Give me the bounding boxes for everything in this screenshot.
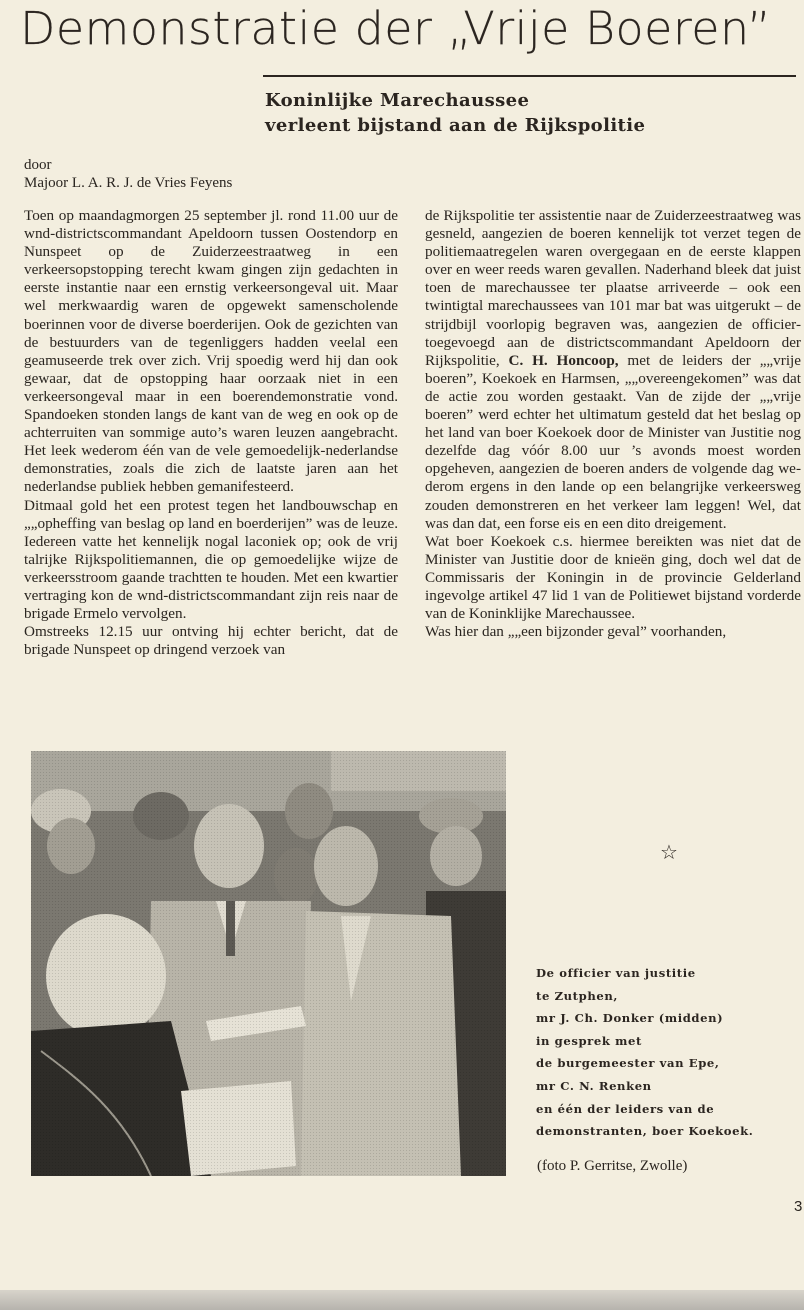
subtitle-line: Koninlijke Marechaussee bbox=[265, 90, 530, 111]
caption-line: De officier van justitie bbox=[536, 966, 696, 980]
byline bbox=[24, 156, 232, 192]
photo-crowd-illustration bbox=[31, 751, 506, 1176]
subtitle-line: verleent bijstand aan de Rijkspolitie bbox=[265, 115, 646, 136]
body-column-right bbox=[425, 207, 801, 641]
news-photo bbox=[31, 751, 506, 1176]
paragraph bbox=[425, 207, 801, 533]
title-divider bbox=[263, 75, 796, 77]
photo-caption bbox=[536, 962, 753, 1143]
person-name-bold: C. H. Honcoop, bbox=[508, 351, 619, 369]
paragraph: Ditmaal gold het een protest tegen het landbouwschap en „„opheffing van beslag op land en boerderijen” was de leuze. Iedereen vatte het kennelijk nogal laconiek op; ook de vrij talrijke Rijkspolitiemannen, die op gemoedelijke wijze de verkeersstroom gaande trachtten te houden. Met een kwartier vertraging kon de wnd-districtscommandant zijn reis naar de brigade Ermelo vervolgen. bbox=[24, 496, 398, 623]
caption-line: in gesprek met bbox=[536, 1033, 642, 1048]
paragraph: Was hier dan „„een bijzonder geval” voorhanden, bbox=[425, 623, 727, 641]
page-edge-shadow bbox=[0, 1290, 804, 1310]
author-name: Majoor L. A. R. J. de Vries Feyens bbox=[24, 175, 233, 191]
caption-line: de burgemeester van Epe, bbox=[536, 1056, 720, 1071]
photo-credit: (foto P. Gerritse, Zwolle) bbox=[537, 1158, 688, 1174]
caption-line: mr C. N. Renken bbox=[536, 1078, 652, 1093]
star-ornament-icon: ☆ bbox=[660, 840, 678, 864]
paragraph: Toen op maandagmorgen 25 september jl. rond 11.00 uur de wnd-districtscommandant Apeldoorn tussen Oostendorp en Nunspeet op de Zuiderzeestraatweg in een verkeersopstopping terecht kwam gingen zijn gedachten in eerste instantie naar een ernstig verkeersongeval uit. Maar wel merkwaardig waren de opgewekt samenscholende boerinnen voor de diverse boerderijen. Ook de gezichten van de bestuurders van de tegenliggers hadden veelal een geamuseerde trek over zich. Vrij spoedig werd hij dan ook gewaar, dat de opstopping haar oorzaak niet in een verkeersongeval maar in een boerendemonstratie vond. Spandoeken stonden langs de kant van de weg en ook op de achterruiten van sommige auto’s waren leuzen aangebracht. Het leek wederom één van de vele gemoedelijk-nederlandse demonstraties, zoals die zich de laatste jaren aan het nederlandse publiek hebben gemanifesteerd. bbox=[24, 207, 398, 496]
paragraph: Omstreeks 12.15 uur ontving hij echter bericht, dat de brigade Nunspeet op dringend verzoek van bbox=[24, 623, 398, 659]
page-number: 3 bbox=[794, 1198, 803, 1215]
caption-line: en één der leiders van de bbox=[536, 1101, 715, 1116]
paragraph-text: met de leiders der „„vrije boeren”, Koekoek en Harmsen, „„overeengekomen” was dat de actie zou worden gestaakt. Van de zijde der „„vrije boeren” werd echter het ultimatum gesteld dat het beslag op het land van boer Koekoek door de Minister van Justitie nog dezelfde dag vóór 8.00 uur ’s avonds moest worden opgeheven, aangezien de boeren anders de volgende dag wederom ergens in den lande op een belangrijke verkeersweg zouden demonstreren en het verkeer lam leggen! Wel, dat was dan dat, een forse eis en een dito dreigement. bbox=[425, 351, 802, 532]
caption-line: demonstranten, boer Koekoek. bbox=[536, 1124, 754, 1139]
body-column-left bbox=[24, 207, 398, 659]
article-title: Demonstratie der „Vrije Boeren” bbox=[20, 2, 772, 55]
caption-line: te Zutphen, bbox=[536, 988, 618, 1003]
article-subtitle bbox=[265, 88, 645, 138]
byline-label: door bbox=[24, 157, 52, 173]
paragraph-text: de Rijkspolitie ter assistentie naar de Zuiderzeestraatweg was gesneld, aangezien de boeren kennelijk tot verzet tegen de politiemaatregelen waren overgegaan en de eerste klappen over en weer reeds waren gevallen. Naderhand bleek dat juist toen de marechaussee ter plaatse arriveerde – ook een twintigtal marechaussees van 101 mar bat was uitgerukt – de strijdbijl voorlopig begraven was, aangezien de officier-toegevoegd aan de districtscommandant Apeldoorn der Rijkspolitie, bbox=[425, 207, 801, 369]
caption-line: mr J. Ch. Donker (midden) bbox=[536, 1011, 724, 1026]
paragraph: Wat boer Koekoek c.s. hiermee bereikten was niet dat de Minister van Justitie door de knieën ging, doch wel dat de Commissaris der Koningin in de provincie Gelderland ingevolge artikel 47 lid 1 van de Politiewet bijstand vorderde van de Koninklijke Marechaussee. bbox=[425, 532, 801, 623]
